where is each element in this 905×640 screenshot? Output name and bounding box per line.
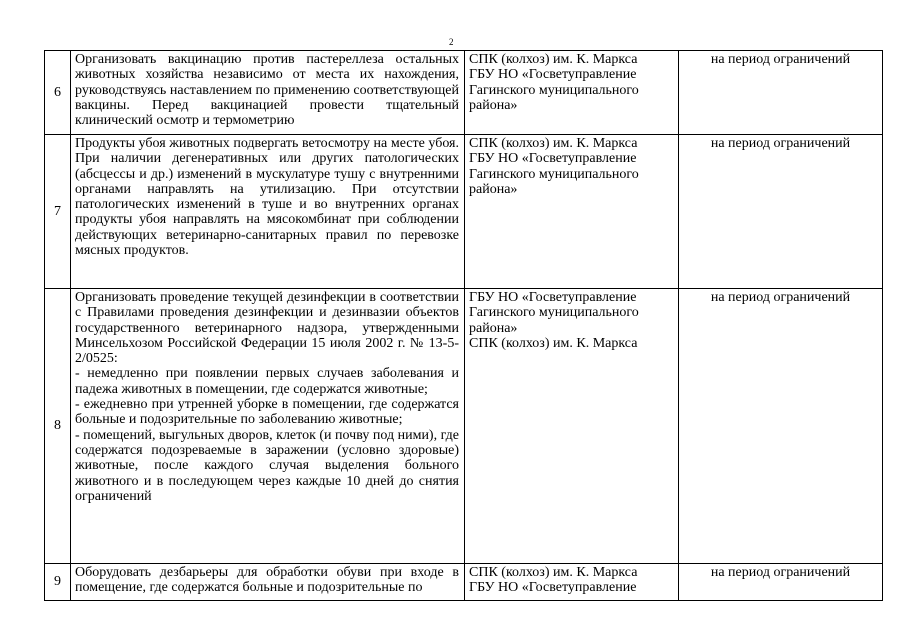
row-number: 7 xyxy=(45,135,71,289)
row-number: 9 xyxy=(45,564,71,601)
table-row xyxy=(45,564,883,601)
action-paragraph: Организовать проведение текущей дезинфекции в соответствии с Правилами проведения дезинфекции и дезинвазии объектов государственного ветеринарного надзора, утвержденными Минсельхозом Российской Федерации 15 июля 2002 г. № 13-5-2/0525: xyxy=(75,290,459,367)
action-bullet: - ежедневно при утренней уборке в помещении, где содержатся больные и подозрительные по заболеванию животные; xyxy=(75,397,459,428)
table-row xyxy=(45,135,883,289)
responsible-line: ГБУ НО «Госветуправление Гагинского муниципального района» xyxy=(469,67,639,113)
table-row xyxy=(45,51,883,135)
row-number: 8 xyxy=(45,289,71,564)
responsible-line: ГБУ НО «Госветуправление Гагинского муниципального района» xyxy=(469,151,639,197)
responsible-line: СПК (колхоз) им. К. Маркса xyxy=(469,565,638,580)
action-cell: Организовать вакцинацию против пастереллеза остальных животных хозяйства независимо от места их нахождения, руководствуясь наставлением по применению соответствующей вакцины. Перед вакцинацией провести тщательный клинический осмотр и термометрию xyxy=(71,51,465,135)
responsible-cell xyxy=(465,135,679,289)
term-cell: на период ограничений xyxy=(679,289,883,564)
action-cell: Продукты убоя животных подвергать ветосмотру на месте убоя. При наличии дегенеративных или других патологических (абсцессы и др.) изменений в мускулатуре тушу с внутренними органами направлять на утилизацию. При отсутствии патологических изменений в туше и во внутренних органах продукты убоя направлять на мясокомбинат при соблюдении действующих ветеринарно-санитарных правил по перевозке мясных продуктов. xyxy=(71,135,465,289)
responsible-line: ГБУ НО «Госветуправление Гагинского муниципального района» xyxy=(469,290,639,336)
action-bullet: - помещений, выгульных дворов, клеток (и почву под ними), где содержатся подозреваемые в заражении (условно здоровые) животные, после каждого случая выделения больного животного и в последующем через каждые 10 дней до снятия ограничений xyxy=(75,427,459,504)
responsible-line: СПК (колхоз) им. К. Маркса xyxy=(469,335,638,351)
responsible-cell xyxy=(465,51,679,135)
responsible-line: СПК (колхоз) им. К. Маркса xyxy=(469,52,638,67)
action-bullet: - немедленно при появлении первых случаев заболевания и падежа животных в помещении, где содержатся животные; xyxy=(75,366,459,397)
responsible-cell xyxy=(465,564,679,601)
term-cell: на период ограничений xyxy=(679,564,883,601)
row-number: 6 xyxy=(45,51,71,135)
action-text: Оборудовать дезбарьеры для обработки обуви при входе в помещение, где содержатся больные и подозрительные по xyxy=(75,565,459,596)
page-number: 2 xyxy=(449,37,454,47)
term-cell: на период ограничений xyxy=(679,135,883,289)
responsible-line: ГБУ НО «Госветуправление xyxy=(469,580,637,596)
responsible-line: СПК (колхоз) им. К. Маркса xyxy=(469,136,638,151)
term-cell: на период ограничений xyxy=(679,51,883,135)
table-row xyxy=(45,289,883,564)
action-cell xyxy=(71,289,465,564)
measures-table xyxy=(44,50,883,601)
responsible-cell xyxy=(465,289,679,564)
action-cell xyxy=(71,564,465,601)
